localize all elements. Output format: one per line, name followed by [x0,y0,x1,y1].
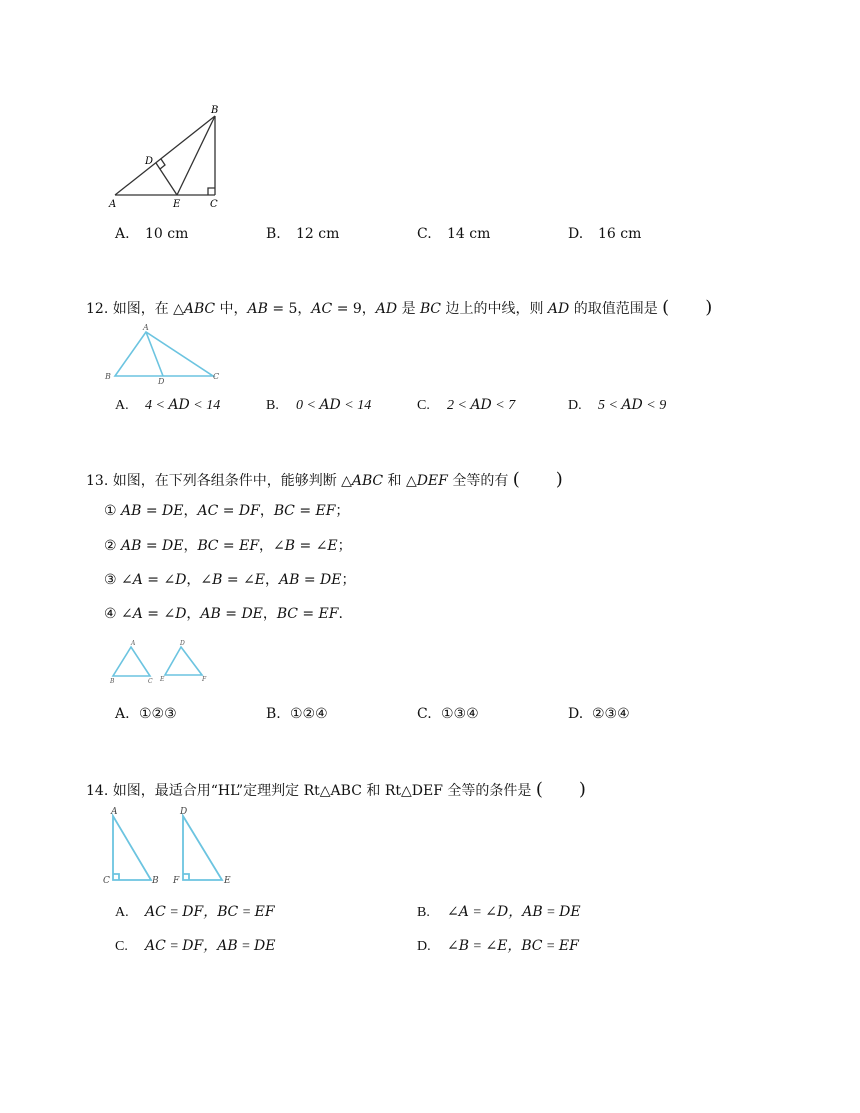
option-letter: A. [115,905,129,920]
label-F: F [202,676,207,683]
label-B: B [211,105,219,116]
label-B: B [152,876,159,886]
q13-option-d[interactable] [568,706,630,722]
q12-figure [100,320,230,385]
triangle-DEF [165,647,202,675]
label-C: C [103,876,110,886]
option-letter: B. [417,905,430,920]
right-angle-mark-D [160,159,165,169]
q13-option-a[interactable] [115,706,177,722]
label-A: A [111,807,118,817]
option-text: 𝐴𝐶 = 𝐷𝐹，𝐵𝐶 = 𝐸𝐹 [145,905,275,920]
option-letter: B. [266,398,279,413]
q13-condition-1: ① 𝐴𝐵 = 𝐷𝐸，𝐴𝐶 = 𝐷𝐹，𝐵𝐶 = 𝐸𝐹； [104,503,350,519]
option-text: 14 cm [447,226,491,242]
option-text: ①②③ [139,706,177,722]
option-text: 4 < 𝐴𝐷 < 14 [145,398,221,413]
q11-option-a[interactable] [115,226,188,242]
q12-option-d[interactable] [568,397,666,414]
label-C: C [210,199,218,210]
triangle-ABC [113,647,150,676]
q14-option-b[interactable] [417,901,581,921]
label-C: C [213,372,220,381]
q14-figure [100,803,240,888]
option-text: ∠𝐴 = ∠𝐷，𝐴𝐵 = 𝐷𝐸 [447,905,581,920]
label-D: D [180,640,185,647]
label-D: D [158,377,165,385]
right-angle-mark-C [113,874,119,880]
q12-option-c[interactable] [417,397,515,414]
option-letter: B. [266,706,281,722]
option-letter: A. [115,398,129,413]
q13-answer-paren[interactable]: ( ) [512,469,563,490]
q11-option-d[interactable] [568,226,641,242]
option-text: 16 cm [598,226,642,242]
option-letter: C. [417,398,430,413]
label-E: E [173,199,181,210]
q14-option-d[interactable] [417,935,579,955]
option-letter: A. [115,226,130,242]
segment-AB [115,116,215,195]
option-text: 5 < 𝐴𝐷 < 9 [598,398,667,413]
q13-figure [105,637,215,687]
q12-option-b[interactable] [266,397,371,414]
label-A: A [109,199,117,210]
right-angle-mark-C [208,188,215,195]
q13-option-b[interactable] [266,706,328,722]
option-letter: C. [417,226,432,242]
option-letter: B. [266,226,281,242]
option-letter: D. [417,939,431,954]
option-text: 𝐴𝐶 = 𝐷𝐹，𝐴𝐵 = 𝐷𝐸 [145,939,276,954]
median-AD [146,332,163,376]
label-A: A [131,640,136,647]
q14-option-a[interactable] [115,901,275,921]
label-F: F [173,876,180,886]
q12-stem [86,293,712,319]
option-letter: A. [115,706,130,722]
option-text: 2 < 𝐴𝐷 < 7 [447,398,516,413]
triangle-DEF [183,816,222,880]
option-text: 12 cm [296,226,340,242]
option-text: ∠𝐵 = ∠𝐸，𝐵𝐶 = 𝐸𝐹 [447,939,579,954]
q14-option-c[interactable] [115,935,276,955]
q12-option-a[interactable] [115,397,220,414]
q13-stem [86,465,563,491]
label-B: B [105,372,111,381]
option-text: ②③④ [592,706,630,722]
segment-BE [177,116,215,195]
label-E: E [224,876,231,886]
option-letter: D. [568,398,582,413]
option-text: 10 cm [145,226,189,242]
q13-condition-2: ② 𝐴𝐵 = 𝐷𝐸，𝐵𝐶 = 𝐸𝐹，∠𝐵 = ∠𝐸； [104,538,352,554]
option-letter: D. [568,226,584,242]
q11-figure [100,100,230,210]
q13-condition-3: ③ ∠𝐴 = ∠𝐷，∠𝐵 = ∠𝐸，𝐴𝐵 = 𝐷𝐸； [104,572,356,588]
q13-condition-4: ④ ∠𝐴 = ∠𝐷，𝐴𝐵 = 𝐷𝐸，𝐵𝐶 = 𝐸𝐹. [104,606,343,622]
q11-option-b[interactable] [266,226,339,242]
option-text: ①③④ [441,706,479,722]
label-D: D [180,807,188,817]
option-letter: C. [417,706,432,722]
q11-option-c[interactable] [417,226,490,242]
label-C: C [148,678,153,685]
option-text: 0 < 𝐴𝐷 < 14 [296,398,372,413]
option-text: ①②④ [290,706,328,722]
q14-stem [86,775,586,801]
label-E: E [160,676,165,683]
q13-stem-text: 13. 如图，在下列各组条件中，能够判断 △𝐴𝐵𝐶 和 △𝐷𝐸𝐹 全等的有 [86,473,509,489]
triangle-ABC [113,816,151,880]
label-A: A [143,323,149,332]
option-letter: D. [568,706,584,722]
q13-option-c[interactable] [417,706,479,722]
label-B: B [110,678,115,685]
q12-answer-paren[interactable]: ( ) [662,297,713,318]
segment-DE [156,163,177,195]
option-letter: C. [115,939,128,954]
triangle-ABC [115,332,213,376]
q14-stem-text: 14. 如图，最适合用“HL”定理判定 Rt△ABC 和 Rt△DEF 全等的条件是 [86,783,532,799]
q12-stem-text: 12. 如图，在 △𝐴𝐵𝐶 中，𝐴𝐵 = 5，𝐴𝐶 = 9，𝐴𝐷 是 𝐵𝐶 边上的中线，则 𝐴𝐷 的取值范围是 [86,301,658,317]
label-D: D [145,156,154,167]
q14-answer-paren[interactable]: ( ) [535,779,586,800]
